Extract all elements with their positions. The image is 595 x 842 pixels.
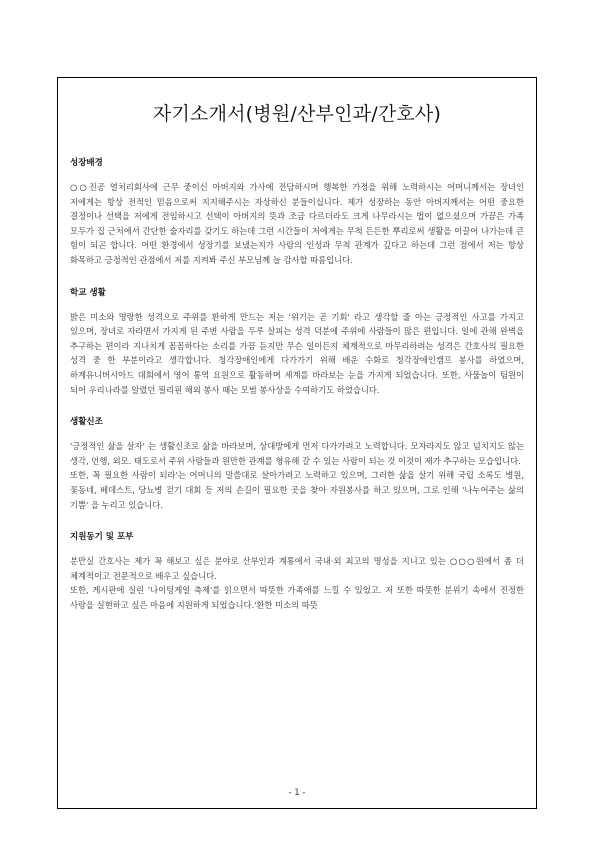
section-heading: 학교 생활 [70, 287, 106, 298]
document-title: 자기소개서(병원/산부인과/간호사) [152, 103, 442, 125]
paragraph: ○○진공 열처리회사에 근무 중이신 아버지와 가사에 전담하시며 행복한 가정을 위해 노력하시는 어머니께서는 장녀인 저에게는 항상 전적인 믿음으로써 지지해주시는 자상하신 분들이십니다. 제가 성장하는 동안 아버지께서는 어떤 중요한 결정이나 선택을 저에게 전임하시고 선택이 아버지의 뜻과 조금 다르더라도 크게 나무라시는 법이 없으셨으며 가끔은 가족 모두가 집 근처에서 간단한 술자리를 갖기도 하는데 그런 시간들이 저에게는 무척 든든한 뿌리로써 생활을 이끌어 나가는데 큰 힘이 되곤 합니다. 어떤 환경에서 성장기를 보냈는지가 사람의 인성과 무척 관계가 깊다고 하는데 그런 점에서 저는 항상 화목하고 긍정적인 관점에서 저를 지켜봐 주신 부모님께 늘 감사할 따름입니다. [70, 182, 524, 265]
section-life-motto [70, 415, 524, 512]
paragraph: 또한, 꼭 필요한 사람이 되라'는 어머니의 말씀대로 살아가려고 노력하고 있으며, 그러한 삶을 살기 위해 국립 소록도 병원, 꽃동네, 베데스트, 당뇨병 걷기 대회 등 저의 손길이 필요한 곳을 찾아 자원봉사를 하고 있으며, 그로 인해 '나누어주는 삶의 기쁨' 을 누리고 있습니다. [70, 470, 524, 510]
section-growth-background [70, 156, 524, 268]
section-heading: 생활신조 [70, 417, 103, 428]
paragraph: '긍정적인 삶을 살자' 는 생활신조로 삶을 바라보며, 상대방에게 먼저 다가가려고 노력합니다. 모자라지도 않고 넘치지도 않는 생각, 언행, 외모. 태도로서 주위 사람들과 원만한 관계를 형유해 갈 수 있는 사람이 되는 것 이것이 제가 추구하는 모습입니다. [70, 441, 524, 466]
section-school-life [70, 286, 524, 398]
paragraph: 분만실 간호사는 제가 꼭 해보고 싶은 분야로 산부인과 계통에서 국내·외 최고의 명성을 지니고 있는 ○○○원에서 좀 더 체계적이고 전문적으로 배우고 싶습니다. [70, 556, 524, 581]
paragraph: 밝은 미소와 명랑한 성격으로 주위를 환하게 만드는 저는 '위기는 곧 기회' 라고 생각할 줄 아는 긍정적인 사고를 가지고 있으며, 장녀로 자라면서 가지게 된 주변 사람을 두루 살피는 성격 덕분에 주위에 사람들이 많은 편입니다. 일에 관해 완벽을 추구하는 편이라 지나치게 꼼꼼하다는 소리를 가끔 듣지만 무슨 일이든지 체계적으로 마무리하려는 성격은 간호사의 필요한 성격 중 한 부분이라고 생각합니다. 청각장애인에게 다가가기 위해 배운 수화로 청각장애인캠프 봉사를 하였으며, 하계유니버시아드 대회에서 영어 통역 요원으로 활동하며 세계를 바라보는 눈을 가지게 되었습니다. 또한, 사물놀이 팀원이 되어 우리나라를 알렸던 필리핀 해외 봉사 때는 모범 봉사상을 수여하기도 하였습니다. [70, 311, 524, 395]
section-heading: 성장배경 [70, 158, 103, 168]
document-body [70, 156, 524, 630]
document-page-frame [57, 77, 537, 809]
paragraph: 또한, 게시판에 실린 '나이팅게일 축제'를 읽으면서 따뜻한 가족애를 느낄 수 있었고. 저 또한 따뜻한 분위기 속에서 진정한 사랑을 실현하고 싶은 마음에 지원하게 되었습니다.'환한 미소의 따뜻 [70, 585, 524, 610]
section-heading: 지원동기 및 포부 [70, 532, 134, 543]
page-number: - 1 - [288, 788, 306, 798]
section-motivation-aspiration [70, 530, 524, 612]
